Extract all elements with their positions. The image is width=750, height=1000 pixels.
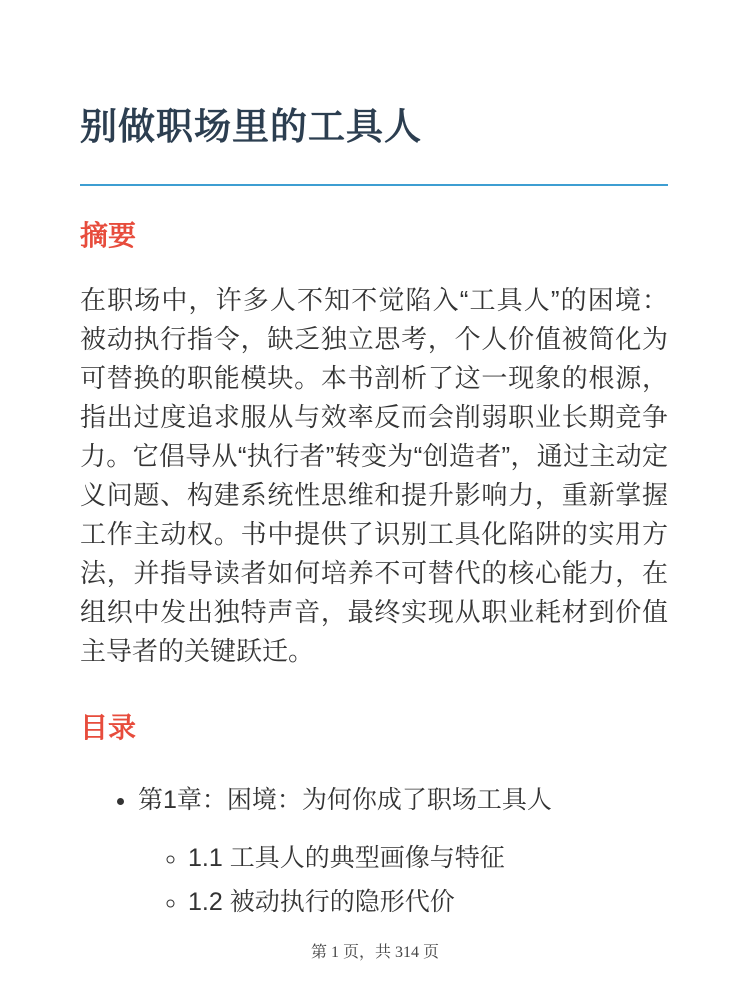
toc-subitem-1-2: ◦ 1.2 被动执行的隐形代价 (188, 883, 668, 921)
toc-item-chapter-1-label: 第1章：困境：为何你成了职场工具人 (138, 786, 552, 814)
toc-sublist-chapter-1 (138, 839, 668, 921)
toc-heading: 目录 (80, 712, 137, 743)
toc-list (80, 781, 668, 921)
page-indicator: 第 1 页，共 314 页 (310, 944, 439, 961)
abstract-heading: 摘要 (80, 220, 137, 251)
toc-item-chapter-1 (138, 781, 668, 921)
page-footer (0, 942, 750, 964)
title-divider (80, 184, 668, 186)
toc-subitem-1-1: ◦ 1.1 工具人的典型画像与特征 (188, 839, 668, 877)
abstract-body: 在职场中，许多人不知不觉陷入“工具人”的困境：被动执行指令，缺乏独立思考，个人价值被简化为可替换的职能模块。本书剖析了这一现象的根源，指出过度追求服从与效率反而会削弱职业长期竞争力。它倡导从“执行者”转变为“创造者”，通过主动定义问题、构建系统性思维和提升影响力，重新掌握工作主动权。书中提供了识别工具化陷阱的实用方法，并指导读者如何培养不可替代的核心能力，在组织中发出独特声音，最终实现从职业耗材到价值主导者的关键跃迁。 (80, 285, 668, 666)
page-title: 别做职场里的工具人 (80, 106, 422, 147)
